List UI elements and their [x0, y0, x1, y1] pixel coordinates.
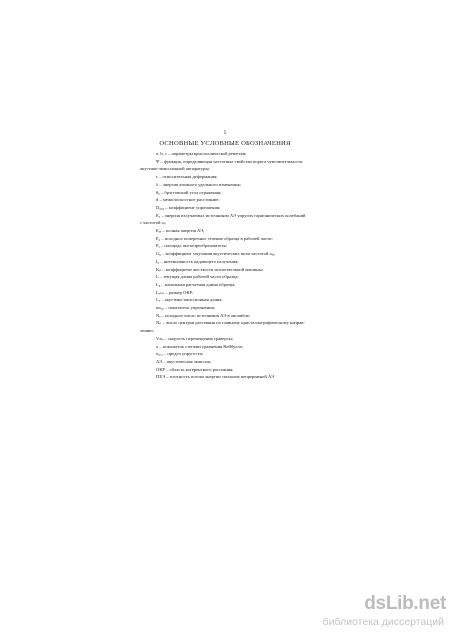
notation-line: Eₐₑ – полная энергия АЭ; [156, 228, 205, 234]
notation-line: L – текущая длина рабочей части образца; [156, 274, 239, 280]
notation-line: Nₑ – исходное число источников АЭ в ансамбле; [156, 312, 251, 318]
notation-line: Eₐ – энергия излучаемых источником АЭ упругих гармонических колебаний [156, 212, 306, 218]
notation-line: Fₐ – площадь пьезопреобразователя; [156, 243, 227, 249]
watermark-logo: dsLib.net [364, 593, 446, 614]
notation-line: I₀ – интенсивность падающего излучения; [156, 258, 239, 264]
notation-line: θ₀ – брэгговский угол отражения; [156, 189, 222, 195]
notation-line: λ – энергия атомного удельного изменения; [156, 181, 241, 187]
notation-line: nₘₐₓ – показатель упрочнения; [156, 305, 215, 311]
notation-line-continuation: лению; [140, 328, 154, 334]
notation-line: ОКР – область когерентного рассеяния; [156, 366, 234, 372]
page-number: 5 [223, 130, 227, 136]
notation-line: σ₀,₂ – предел упругости; [156, 351, 204, 357]
notation-line: Nₚ – число центров рассеяния по главному кристаллографическому направ- [156, 320, 305, 326]
notation-list [140, 150, 350, 381]
notation-line: Ψ – функция, определяющая частотные свойства порога чувствительности [156, 158, 303, 164]
notation-line: ε – относительная деформация; [156, 174, 218, 180]
notation-line-continuation: с частотой ω; [140, 220, 166, 226]
notation-line: АЭ – акустическая эмиссия; [156, 358, 212, 364]
notation-line: L₀ – начальная расчетная длина образца; [156, 281, 236, 287]
notation-line: Lₐ – акустико-эмиссионная длина; [156, 297, 223, 303]
notation-line: G₀ – коэффициент затухания акустических волн частотой ω₀; [156, 251, 276, 257]
notation-line: Kₚ – коэффициент жесткости испытательной машины; [156, 266, 264, 272]
notation-line: d – межплоскостное расстояние; [156, 197, 220, 203]
notation-line-continuation: акустико-эмиссионной аппаратуры; [140, 166, 210, 172]
page-title: ОСНОВНЫЕ УСЛОВНЫЕ ОБОЗНАЧЕНИЯ [159, 140, 291, 147]
notation-line: a, b, c – параметры кристаллической решетки; [156, 151, 247, 156]
notation-line: x – показатель степени уравнения Вейбулла; [156, 343, 244, 349]
notation-line: F₀ – исходное поперечное сечение образца в рабочей части; [156, 235, 273, 241]
watermark-subtitle: библиотека диссертаций [322, 616, 444, 628]
notation-line: Vₘₑ – скорость перемещения траверсы; [156, 335, 234, 341]
notation-line: Lₒₖₚ – размер ОКР; [156, 289, 194, 295]
watermark [322, 593, 446, 634]
notation-line: ПЕЭ – плотность потока энергии сигналов непрерывной АЭ. [156, 374, 276, 380]
notation-line: D₀₀₂ – коэффициент упрочнения; [156, 204, 221, 210]
